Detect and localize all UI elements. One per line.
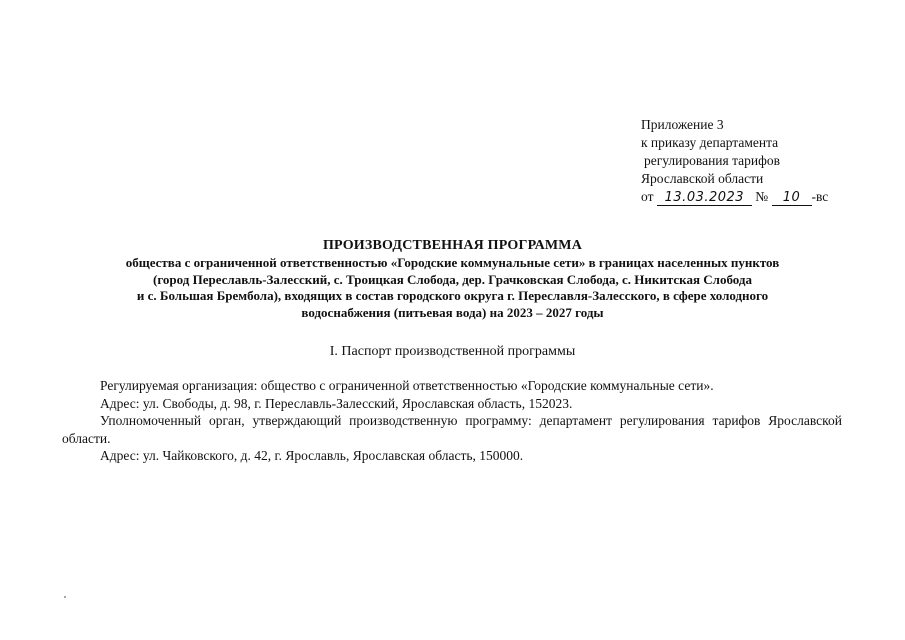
program-title: ПРОИЗВОДСТВЕННАЯ ПРОГРАММА	[322, 238, 583, 253]
program-subtitle-line: водоснабжения (питьевая вода) на 2023 – 2027 годы	[301, 304, 604, 320]
paragraph-authority: Уполномоченный орган, утверждающий производственную программу: департамент регулирования тарифов Ярославской области.	[62, 413, 842, 446]
appendix-order-ref: к приказу департамента	[641, 135, 779, 150]
number-suffix: -вс	[811, 189, 829, 204]
paragraph-organization: Регулируемая организация: общество с ограниченной ответственностью «Городские коммунальные сети».	[100, 378, 714, 393]
appendix-region: Ярославской области	[641, 171, 764, 186]
appendix-date-line	[641, 188, 828, 206]
program-title-block	[40, 237, 865, 321]
scan-speck	[64, 596, 66, 598]
passport-body	[62, 377, 842, 465]
handwritten-date: 13.03.2023	[657, 190, 752, 206]
section-heading: I. Паспорт производственной программы	[329, 344, 576, 359]
paragraph-authority-address: Адрес: ул. Чайковского, д. 42, г. Ярославль, Ярославская область, 150000.	[100, 448, 524, 463]
program-subtitle-line: и с. Большая Брембола), входящих в состав городского округа г. Переславля-Залесского, в сфере холодного	[136, 288, 769, 303]
handwritten-number: 10	[772, 190, 812, 206]
program-subtitle-line: общества с ограниченной ответственностью «Городские коммунальные сети» в границах населенных пунктов	[125, 255, 780, 270]
appendix-block	[641, 116, 828, 206]
appendix-title: Приложение 3	[641, 117, 724, 132]
appendix-department: регулирования тарифов	[644, 153, 781, 168]
number-label: №	[755, 189, 769, 204]
from-label: от	[641, 189, 654, 204]
program-subtitle-line: (город Переславль-Залесский, с. Троицкая Слобода, дер. Грачковская Слобода, с. Никитская Слобода	[153, 271, 752, 287]
paragraph-organization-address: Адрес: ул. Свободы, д. 98, г. Переславль-Залесский, Ярославская область, 152023.	[100, 395, 573, 411]
